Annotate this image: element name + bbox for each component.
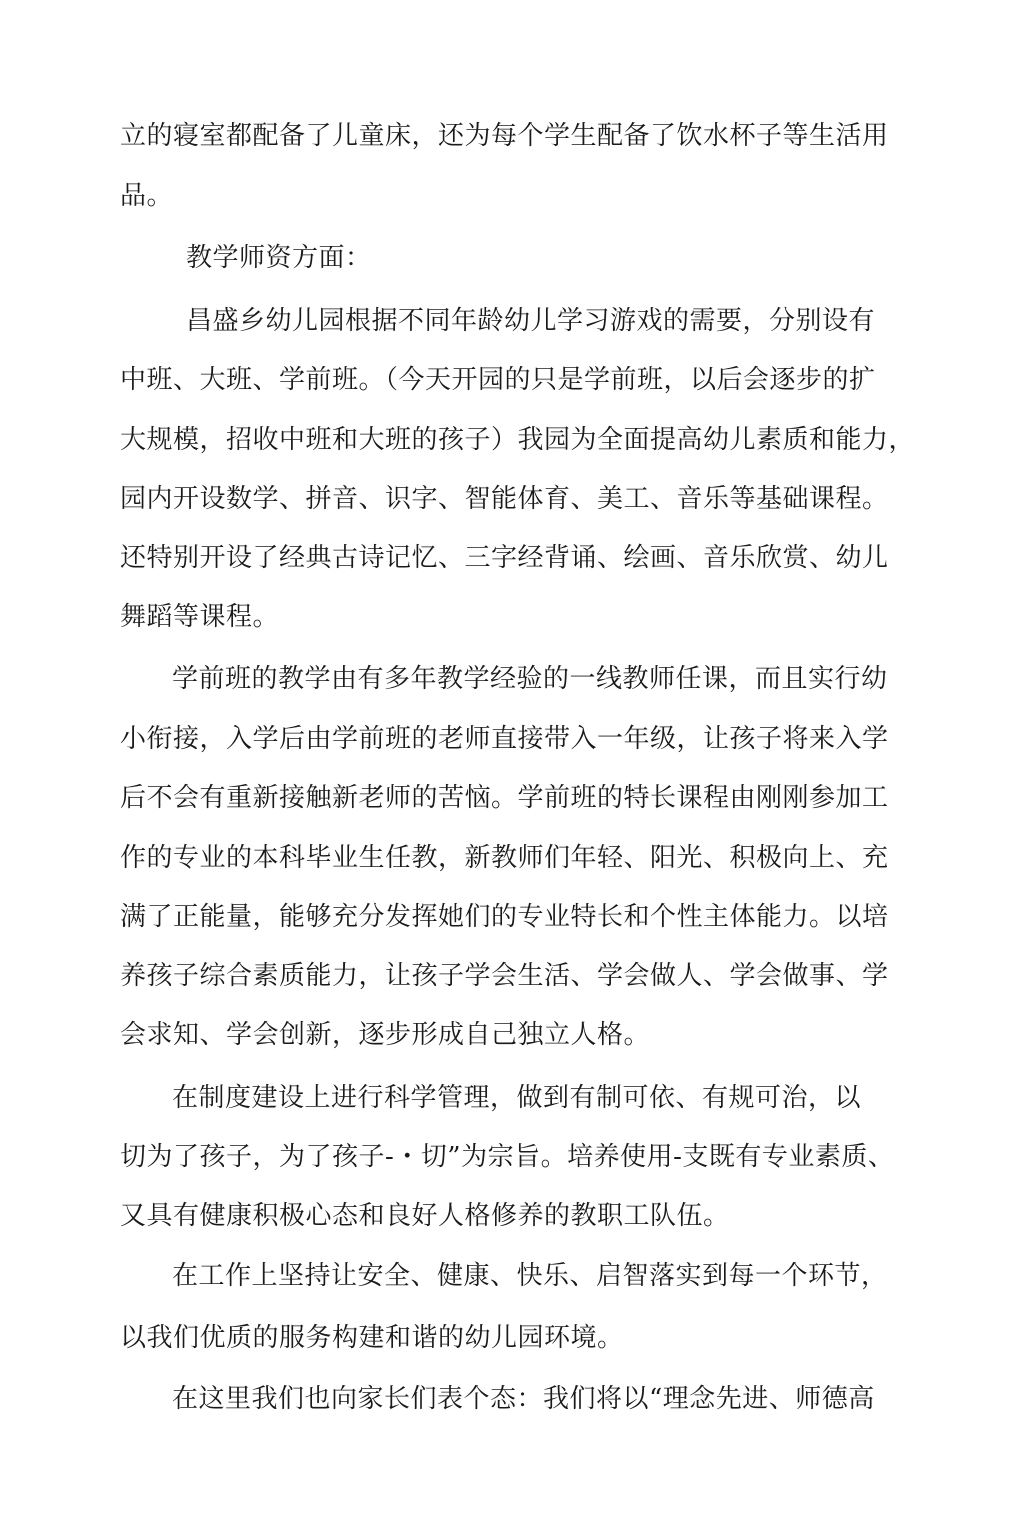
text-line: 在这里我们也向家长们表个态：我们将以“理念先进、师德高 [172, 1384, 875, 1414]
text-line: 小衔接，入学后由学前班的老师直接带入一年级，让孩子将来入学 [120, 724, 889, 754]
text-line: 大规模，招收中班和大班的孩子）我园为全面提高幼儿素质和能力， [120, 425, 916, 455]
text-line: 园内开设数学、拼音、识字、智能体育、美工、音乐等基础课程。 [120, 484, 889, 514]
text-line: 中班、大班、学前班。（今天开园的只是学前班，以后会逐步的扩 [120, 365, 876, 395]
text-line: 满了正能量，能够充分发挥她们的专业特长和个性主体能力。以培 [120, 902, 889, 932]
text-line: 学前班的教学由有多年教学经验的一线教师任课，而且实行幼 [172, 664, 888, 694]
text-line: 昌盛乡幼儿园根据不同年龄幼儿学习游戏的需要，分别设有 [186, 306, 876, 336]
text-line: 又具有健康积极心态和良好人格修养的教职工队伍。 [120, 1201, 730, 1231]
text-line: 以我们优质的服务构建和谐的幼儿园环境。 [120, 1323, 624, 1353]
text-line: 后不会有重新接触新老师的苦恼。学前班的特长课程由刚刚参加工 [120, 783, 889, 813]
text-line: 作的专业的本科毕业生任教，新教师们年轻、阳光、积极向上、充 [120, 843, 889, 873]
text-line: 养孩子综合素质能力，让孩子学会生活、学会做人、学会做事、学 [120, 961, 889, 991]
section-heading: 教学师资方面： [186, 243, 372, 273]
text-line: 会求知、学会创新，逐步形成自己独立人格。 [120, 1020, 651, 1050]
text-line: 在工作上坚持让安全、健康、快乐、启智落实到每一个环节， [172, 1261, 888, 1291]
text-line: 立的寝室都配备了儿童床，还为每个学生配备了饮水杯子等生活用 [120, 121, 889, 151]
text-line: 切为了孩子，为了孩子-・切”为宗旨。培养使用-支既有专业素质、 [120, 1142, 895, 1172]
text-line: 还特别开设了经典古诗记忆、三字经背诵、绘画、音乐欣赏、幼儿 [120, 543, 889, 573]
text-line: 在制度建设上进行科学管理，做到有制可依、有规可治，以 [172, 1083, 862, 1113]
text-line: 品。 [120, 181, 174, 211]
text-line: 舞蹈等课程。 [120, 602, 280, 632]
